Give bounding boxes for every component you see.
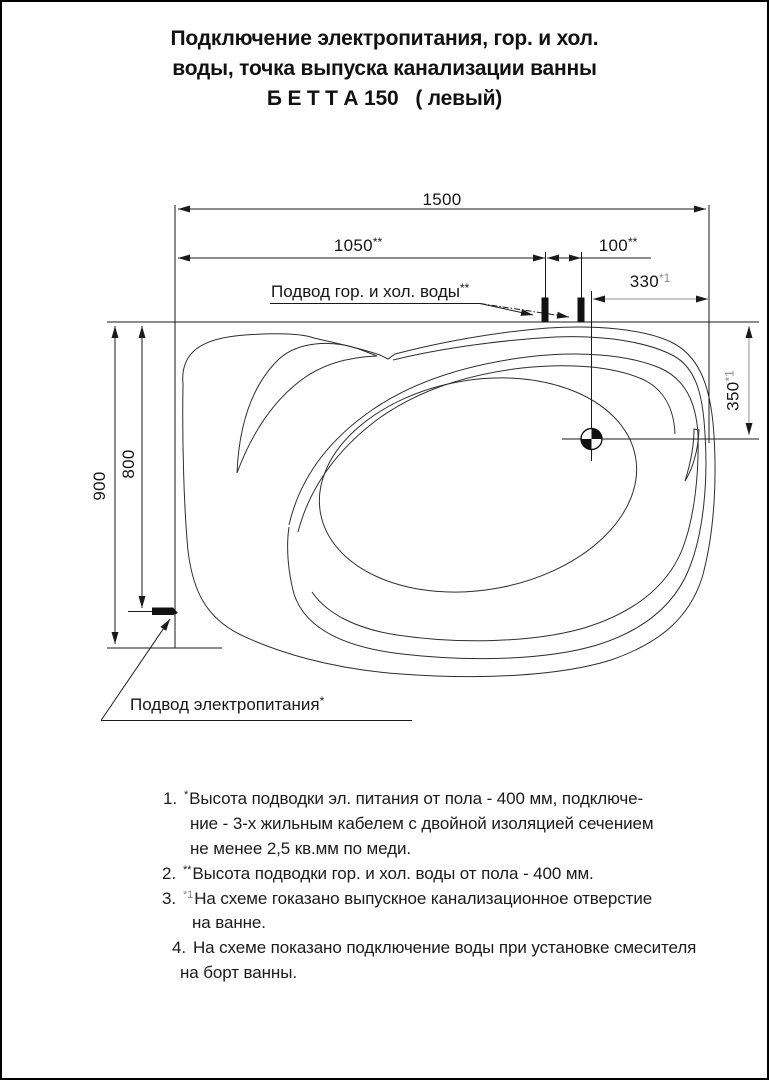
water-pipe-mark-2: [578, 298, 585, 322]
page-title: [2, 24, 767, 114]
note-3-line-1: 3. $^{*1}$На схеме гоказано выпускное канализационное отверстие: [162, 889, 653, 908]
water-leader-1: [480, 304, 533, 316]
dim-text-100: 100**: [598, 235, 638, 255]
note-1-line-2: ние - 3-х жильным кабелем с двойной изоляцией сечением: [190, 814, 654, 833]
water-supply-marker: **: [460, 281, 470, 295]
note-3-line-2: на ванне.: [192, 913, 266, 932]
note-1-line-3: не менее 2,5 кв.мм по меди.: [190, 839, 411, 858]
drain-quadrant-ne: [592, 429, 603, 440]
connection-marks: [152, 298, 585, 616]
power-supply-label: Подвод электропитания*: [130, 694, 325, 714]
dim-1050-marker: **: [372, 235, 383, 249]
note-4-line-2: на борт ванны.: [180, 963, 297, 982]
bathtub-bowl: [302, 354, 654, 616]
note-4-line-1: 4. На схеме показано подключение воды при установке смесителя: [172, 938, 697, 957]
dim-100-marker: **: [627, 235, 638, 249]
dim-text-350: 350$^{*1}$: [722, 370, 743, 411]
water-pipe-mark-1: [542, 298, 549, 322]
bathtub-seat-band-outer: [289, 354, 698, 641]
dim-text-330: 330$^{*1}$: [629, 271, 671, 291]
power-supply-marker: *: [319, 694, 325, 708]
bathtub-drawing: [2, 2, 769, 1080]
title-line-1: Подключение электропитания, гор. и хол.: [170, 27, 599, 50]
water-leader-2: [480, 304, 569, 318]
dim-text-1500: 1500: [422, 190, 462, 209]
dim-330-marker: *1: [658, 271, 671, 285]
dim-350-marker: *1: [722, 370, 737, 382]
bathtub-seat-band-inner: [298, 366, 675, 532]
drain-symbol: [581, 429, 602, 450]
note-2-line-1: 2. **Высота подводки гор. и хол. воды от пола - 400 мм.: [162, 864, 594, 883]
dim-text-900: 900: [90, 471, 109, 501]
power-supply-mark: [152, 608, 178, 616]
drain-quadrant-sw: [581, 439, 592, 450]
dim-text-800: 800: [119, 449, 138, 479]
bathtub-rim-inner: [288, 337, 706, 659]
water-supply-label: Подвод гор. и хол. воды**: [271, 281, 470, 301]
note-1-line-1: 1. *Высота подводки эл. питания от пола - 400 мм, подключе-: [163, 789, 644, 808]
title-line-3: Б Е Т Т А 150 ( левый): [266, 87, 503, 110]
dim-text-1050: 1050**: [333, 235, 383, 255]
bathtub-body: [183, 327, 715, 677]
title-line-2: воды, точка выпуска канализации ванны: [172, 57, 597, 80]
bathtub-headrest-crescent: [237, 343, 377, 473]
